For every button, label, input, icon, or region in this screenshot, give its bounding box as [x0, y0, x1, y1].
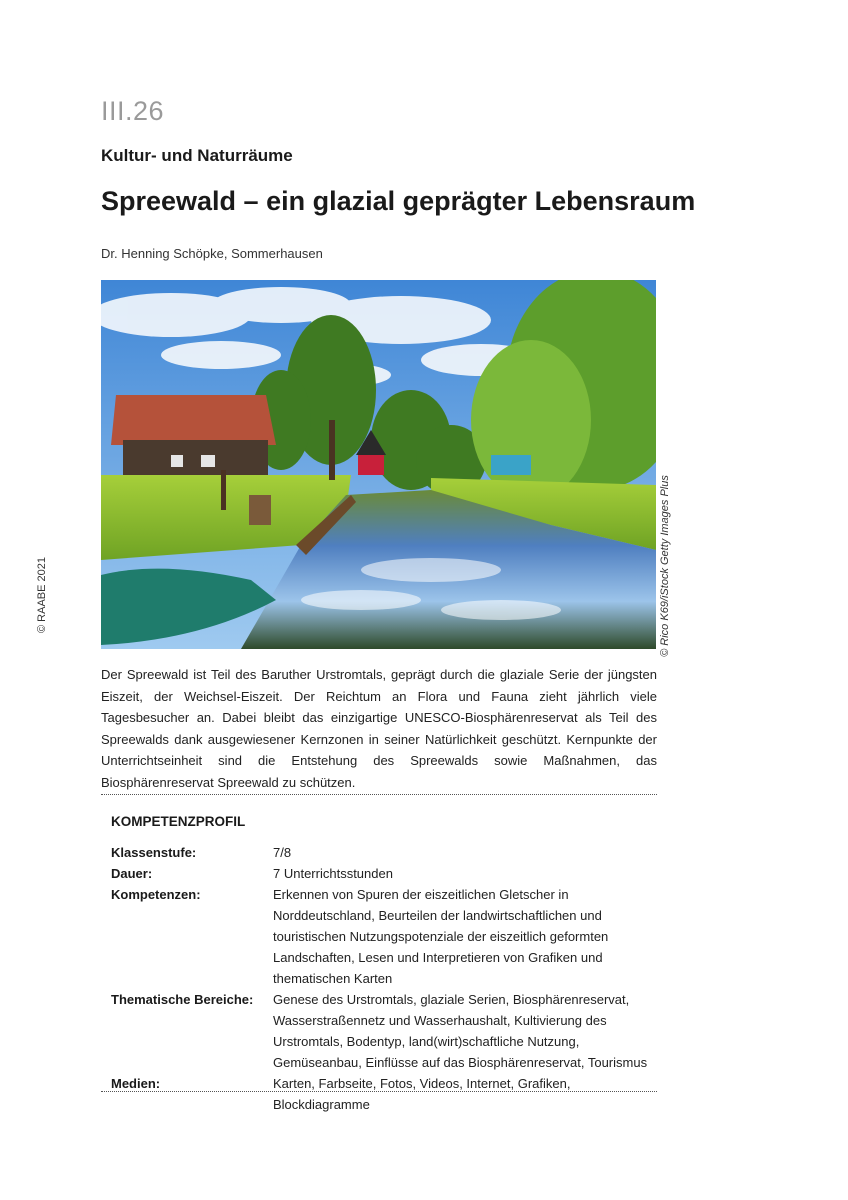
table-row	[111, 842, 657, 863]
top-divider	[101, 794, 657, 795]
row-label: Klassenstufe:	[111, 845, 197, 860]
row-label: Dauer:	[111, 866, 153, 881]
section-kicker: Kultur- und Naturräume	[101, 146, 293, 165]
row-value: Karten, Farbseite, Fotos, Videos, Internet, Grafiken, Blockdiagramme	[273, 1076, 571, 1112]
row-label: Thematische Bereiche:	[111, 992, 254, 1007]
row-label: Medien:	[111, 1076, 161, 1091]
photo-credit: © Rico K69/iStock Getty Images Plus	[659, 475, 671, 657]
table-row	[111, 989, 657, 1073]
side-copyright: © RAABE 2021	[36, 557, 48, 633]
table-row	[111, 863, 657, 884]
intro-paragraph: Der Spreewald ist Teil des Baruther Urstromtals, geprägt durch die glaziale Serie der jüngsten Eiszeit, der Weichsel-Eiszeit. Der Reichtum an Flora und Fauna zieht jährlich viele Tagesbesucher an. Dabei bleibt das einzigartige UNESCO-Biosphärenreservat als Teil des Spreewalds dank ausgewiesener Kernzonen in seiner Natürlichkeit geschützt. Kernpunkte der Unterrichtseinheit sind die Entstehung des Spreewalds sowie Maßnahmen, das Biosphärenreservat Spreewald zu schützen.	[101, 667, 657, 790]
spreewald-photo	[101, 280, 656, 649]
row-label: Kompetenzen:	[111, 887, 201, 902]
row-value: Erkennen von Spuren der eiszeitlichen Gletscher in Norddeutschland, Beurteilen der landwirtschaftlichen und touristischen Nutzungspotenziale der eiszeitlich geformten Landschaften, Lesen und Interpretieren von Grafiken und thematischen Karten	[273, 887, 609, 986]
row-value: Genese des Urstromtals, glaziale Serien, Biosphärenreservat, Wasserstraßennetz und Wasserhaushalt, Kultivierung des Urstromtals, Bodentyp, land(wirt)schaftliche Nutzung, Gemüseanbau, Einflüsse auf das Biosphärenreservat, Tourismus	[273, 992, 648, 1070]
author-line: Dr. Henning Schöpke, Sommerhausen	[101, 246, 323, 261]
table-row	[111, 1073, 657, 1115]
row-value: 7 Unterrichtsstunden	[273, 866, 393, 881]
page-title: Spreewald – ein glazial geprägter Lebensraum	[101, 186, 696, 216]
row-value: 7/8	[273, 845, 292, 860]
kompetenzprofil-table	[111, 842, 657, 1115]
table-row	[111, 884, 657, 989]
bottom-divider	[101, 1091, 657, 1092]
kompetenzprofil-heading: KOMPETENZPROFIL	[111, 814, 246, 829]
section-number: III.26	[101, 96, 165, 126]
